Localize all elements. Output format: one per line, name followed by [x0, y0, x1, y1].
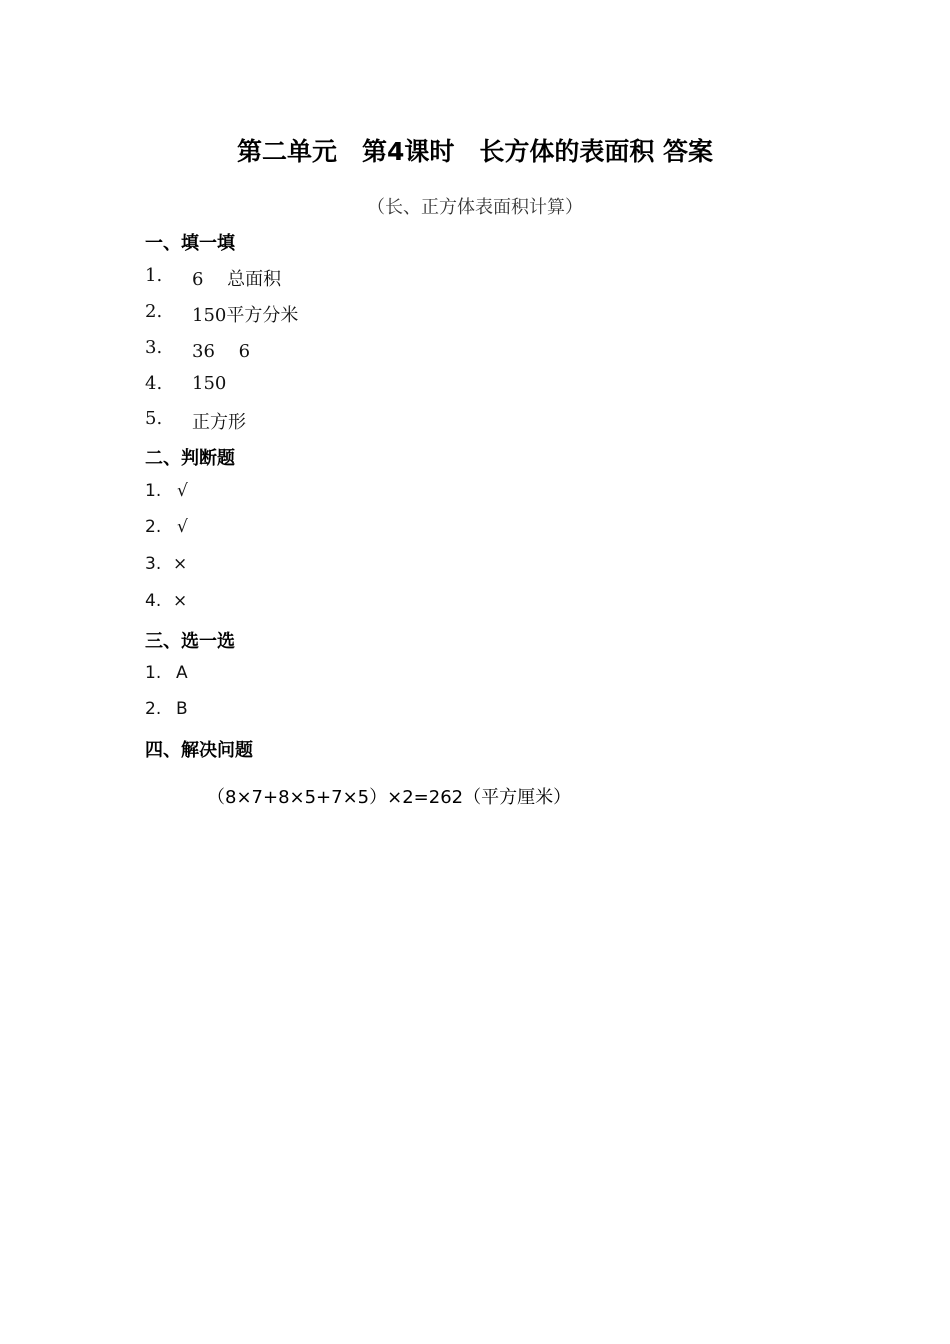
item-answer: × — [173, 554, 188, 574]
item-number: 4. — [145, 591, 162, 611]
solution-formula: （8×7+8×5+7×5）×2=262（平方厘米） — [207, 787, 572, 808]
item-answer: 正方形 — [192, 412, 246, 433]
page-subtitle: （长、正方体表面积计算） — [367, 197, 583, 218]
item-answer: 150 — [192, 373, 227, 394]
item-number: 1. — [145, 265, 163, 286]
item-number: 1. — [145, 481, 162, 501]
item-answer: 36 6 — [192, 341, 251, 362]
item-answer: A — [176, 663, 188, 683]
item-number: 1. — [145, 663, 162, 683]
item-number: 3. — [145, 554, 162, 574]
item-number: 2. — [145, 517, 162, 537]
item-answer: √ — [177, 481, 188, 501]
item-answer: 150平方分米 — [192, 305, 299, 326]
item-number: 2. — [145, 699, 162, 719]
item-answer: × — [173, 591, 188, 611]
section-heading-problem-solving: 四、解决问题 — [145, 740, 253, 761]
item-number: 4. — [145, 373, 163, 394]
page-title: 第二单元 第4课时 长方体的表面积 答案 — [236, 137, 714, 166]
item-answer: √ — [177, 517, 188, 537]
section-heading-fill-in: 一、填一填 — [145, 233, 235, 254]
section-heading-multiple-choice: 三、选一选 — [145, 631, 235, 652]
item-number: 3. — [145, 337, 163, 358]
item-number: 2. — [145, 301, 163, 322]
section-heading-true-false: 二、判断题 — [145, 448, 235, 469]
item-number: 5. — [145, 408, 163, 429]
item-answer: 6 总面积 — [192, 269, 282, 290]
item-answer: B — [176, 699, 188, 719]
